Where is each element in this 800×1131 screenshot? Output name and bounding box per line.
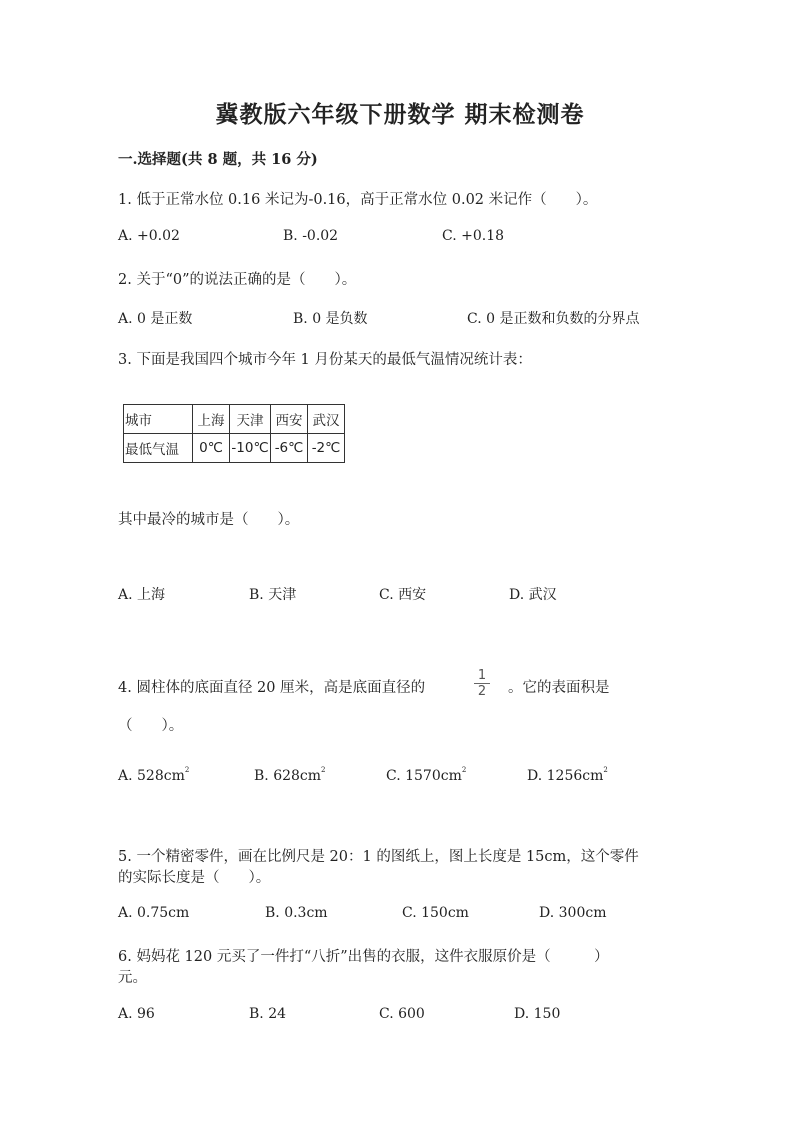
question-5-option-d: D. 300cm [539,905,607,921]
table-cell: -10℃ [230,434,271,463]
table-cell: 天津 [230,405,271,434]
table-cell: 武汉 [308,405,345,434]
question-4-text: 4. 圆柱体的底面直径 20 厘米，高是底面直径的 [118,680,426,696]
section-heading: 一.选择题(共 8 题，共 16 分) [118,151,318,168]
question-5-option-b: B. 0.3cm [265,905,328,921]
question-6-option-c: C. 600 [379,1006,425,1022]
question-6-option-b: B. 24 [249,1006,287,1022]
question-1-option-b: B. -0.02 [283,228,339,244]
table-header-row [124,405,345,434]
question-5-text-line2: 的实际长度是（ ）。 [118,870,271,886]
table-cell: 最低气温 [124,434,193,463]
question-5-option-a: A. 0.75cm [118,905,190,921]
question-3-subtext: 其中最冷的城市是（ ）。 [118,512,300,528]
question-6-option-d: D. 150 [514,1006,561,1022]
question-3-option-b: B. 天津 [249,587,297,603]
question-1-option-a: A. +0.02 [118,228,180,244]
question-4-option-c: C. $1570cm^2$ [386,766,467,784]
question-6-option-a: A. 96 [118,1006,155,1022]
table-cell: 西安 [271,405,308,434]
question-4-option-d: D. $1256cm^2$ [527,766,608,784]
table-row [124,434,345,463]
fraction-numerator: 1 [474,668,490,684]
table-cell: 城市 [124,405,193,434]
question-4-option-a: A. $528cm^2$ [118,766,190,784]
question-6-text-line2: 元。 [118,970,147,986]
question-2-option-a: A. 0 是正数 [118,311,193,327]
table-cell: -6℃ [271,434,308,463]
question-4-option-b: B. $628cm^2$ [254,766,326,784]
question-1-option-c: C. +0.18 [442,228,505,244]
page-title: 冀教版六年级下册数学 期末检测卷 [215,101,585,128]
temperature-table [123,404,345,463]
question-4-answer-blank: （ ）。 [118,718,184,734]
fraction-one-half [474,668,490,700]
question-4-text-continued: 。它的表面积是 [508,680,610,696]
question-3-option-a: A. 上海 [118,587,166,603]
question-3-option-c: C. 西安 [379,587,427,603]
question-2-option-c: C. 0 是正数和负数的分界点 [467,311,640,327]
fraction-denominator: 2 [477,684,487,699]
question-2-text: 2. 关于“0”的说法正确的是（ ）。 [118,272,357,288]
question-3-text: 3. 下面是我国四个城市今年 1 月份某天的最低气温情况统计表： [118,352,532,368]
table-cell: -2℃ [308,434,345,463]
question-3-option-d: D. 武汉 [509,587,557,603]
question-5-text: 5. 一个精密零件，画在比例尺是 20：1 的图纸上，图上长度是 15cm，这个零件 [118,849,639,865]
question-6-text: 6. 妈妈花 120 元买了一件打“八折”出售的衣服，这件衣服原价是（ ） [118,949,609,965]
question-5-option-c: C. 150cm [402,905,469,921]
table-cell: 上海 [193,405,230,434]
table-cell: 0℃ [193,434,230,463]
question-2-option-b: B. 0 是负数 [293,311,368,327]
question-1-text: 1. 低于正常水位 0.16 米记为-0.16，高于正常水位 0.02 米记作（ ）。 [118,192,598,208]
